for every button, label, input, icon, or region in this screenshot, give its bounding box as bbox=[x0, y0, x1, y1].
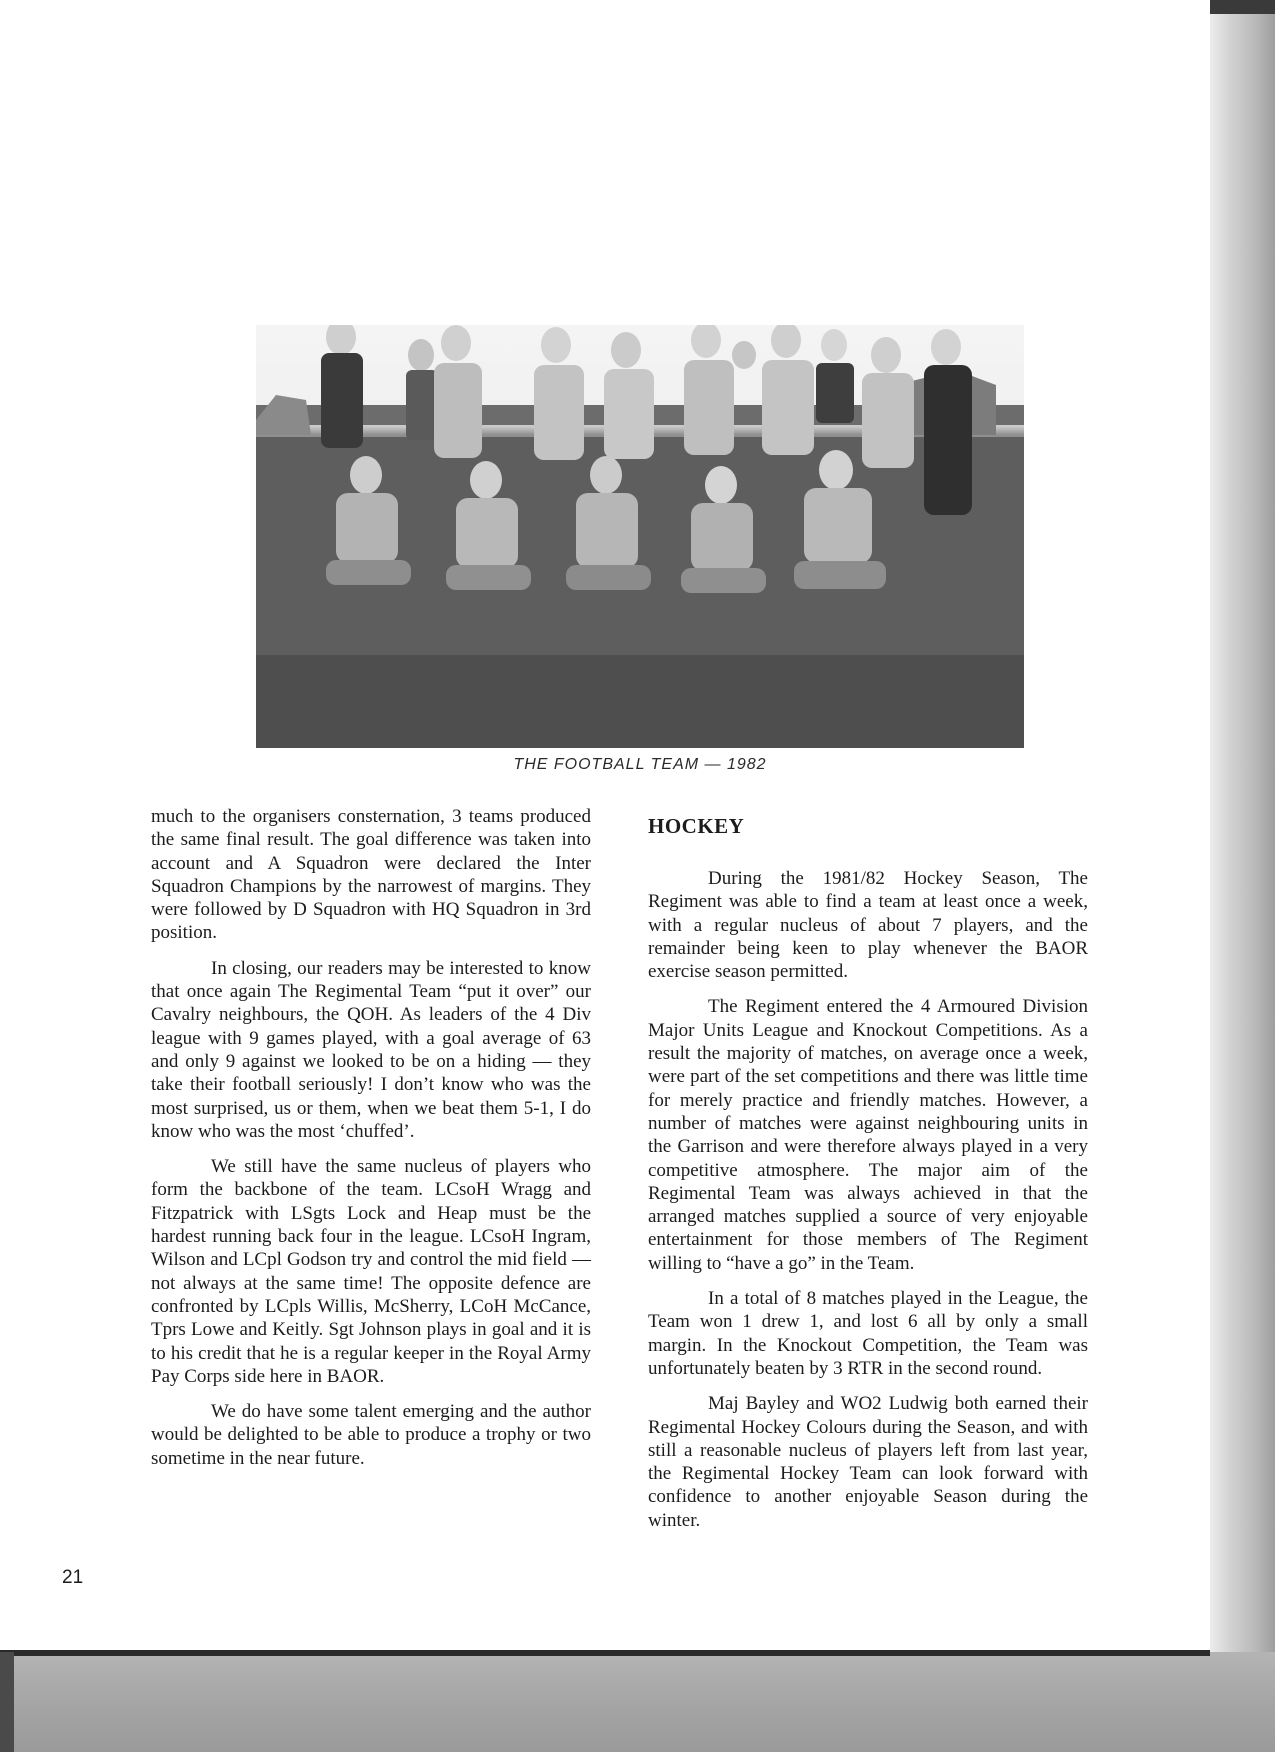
photo-caption: THE FOOTBALL TEAM — 1982 bbox=[513, 756, 767, 773]
scan-edge-bottom-line bbox=[0, 1650, 1210, 1656]
right-column bbox=[648, 805, 1088, 1544]
left-paragraph: We do have some talent emerging and the author would be delighted to be able to produce a trophy or two sometime in the near future. bbox=[151, 1401, 591, 1469]
team-photo-graphic bbox=[256, 325, 1024, 748]
right-paragraph: Maj Bayley and WO2 Ludwig both earned their Regimental Hockey Colours during the Season, and with still a reasonable nucleus of players left from last year, the Regimental Hockey Team can look forward with confidence to another enjoyable Season during the winter. bbox=[648, 1393, 1088, 1531]
scan-edge-right bbox=[1210, 0, 1275, 1752]
right-paragraph: The Regiment entered the 4 Armoured Division Major Units League and Knockout Competitions. As a result the majority of matches, on average once a week, were part of the set competitions and there was little time for merely practice and friendly matches. However, a number of matches were against neighbouring units in the Garrison and were therefore always played in a very competitive atmosphere. The major aim of the Regimental Team was always achieved in that the arranged matches supplied a source of very enjoyable entertainment for those members of The Regiment willing to “have a go” in the Team. bbox=[648, 996, 1088, 1274]
right-paragraph: During the 1981/82 Hockey Season, The Regiment was able to find a team at least once a week, with a regular nucleus of about 7 players, and the remainder being keen to play whenever the BAOR exercise season permitted. bbox=[648, 868, 1088, 983]
scan-edge-right-top bbox=[1210, 0, 1275, 14]
left-paragraph: In closing, our readers may be interested to know that once again The Regimental Team “put it over” our Cavalry neighbours, the QOH. As leaders of the 4 Div league with 9 games played, with a goal average of 63 and only 9 against we looked to be on a hiding — they take their football seriously! I don’t know who was the most surprised, us or them, when we beat them 5-1, I do know who was the most ‘chuffed’. bbox=[151, 957, 591, 1142]
left-paragraph: We still have the same nucleus of players who form the backbone of the team. LCsoH Wragg and Fitzpatrick with LSgts Lock and Heap must be the hardest running back four in the league. LCsoH Ingram, Wilson and LCpl Godson try and control the mid field — not always at the same time! The opposite defence are confronted by LCpls Willis, McSherry, LCoH McCance, Tprs Lowe and Keitly. Sgt Johnson plays in goal and it is to his credit that he is a regular keeper in the Royal Army Pay Corps side here in BAOR. bbox=[151, 1156, 591, 1387]
left-column bbox=[151, 805, 591, 1482]
photo-house-left bbox=[256, 395, 311, 435]
right-paragraph: In a total of 8 matches played in the League, the Team won 1 drew 1, and lost 6 all by only a small margin. In the Knockout Competition, the Team was unfortunately beaten by 3 RTR in the second round. bbox=[648, 1288, 1088, 1379]
hockey-heading: HOCKEY bbox=[648, 814, 745, 838]
page-number: 21 bbox=[62, 1567, 84, 1588]
scan-edge-bottom-corner bbox=[0, 1652, 14, 1752]
left-paragraph: much to the organisers consternation, 3 teams produced the same final result. The goal difference was taken into account and A Squadron were declared the Inter Squadron Champions by the narrowest of margins. They were followed by D Squadron with HQ Squadron in 3rd position. bbox=[151, 806, 591, 944]
photo-grass-front bbox=[256, 655, 1024, 748]
team-photo bbox=[256, 325, 1024, 748]
scan-edge-bottom bbox=[0, 1652, 1275, 1752]
